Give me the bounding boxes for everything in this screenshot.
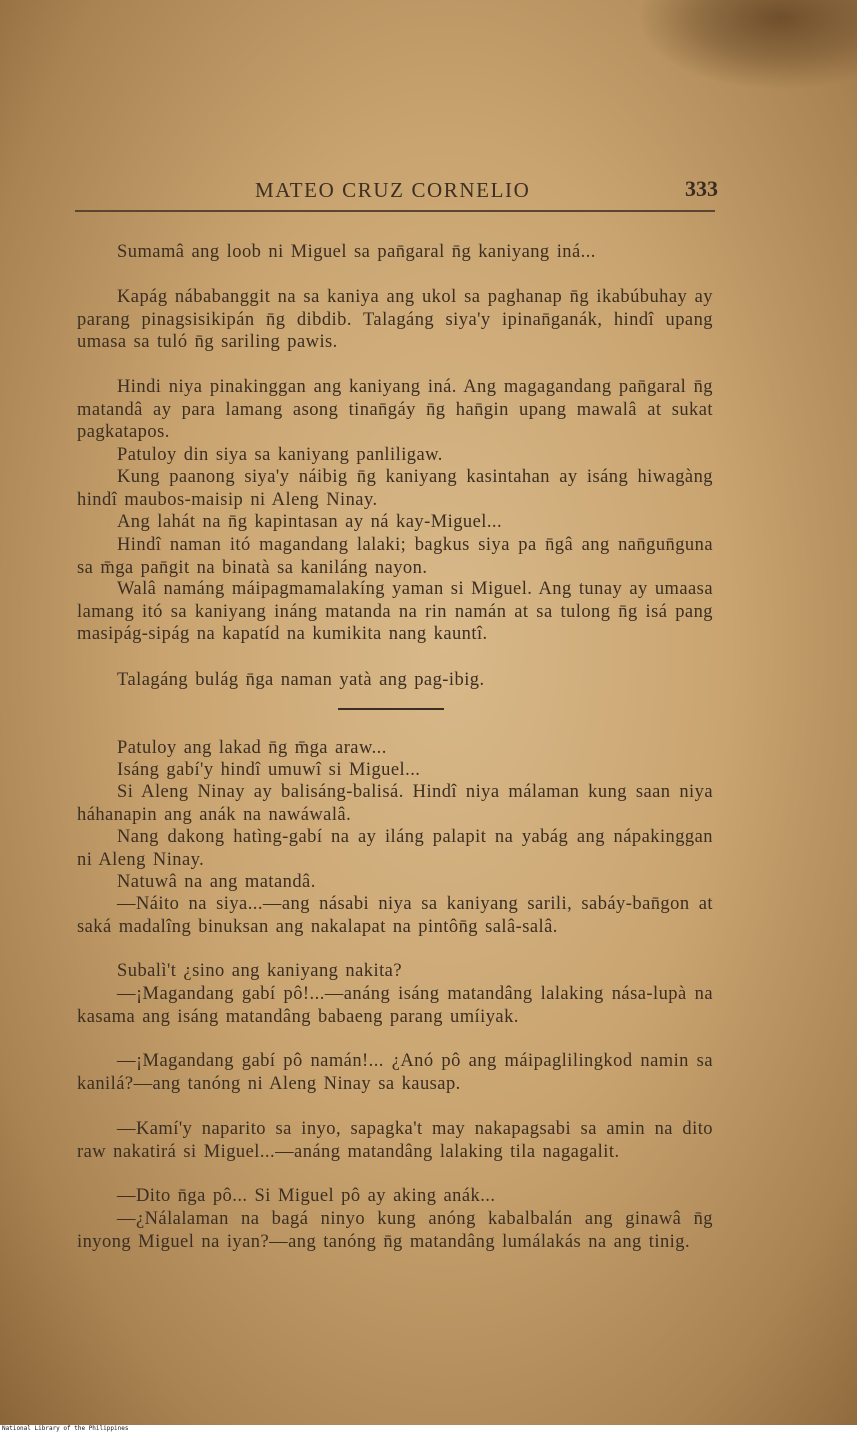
paragraph: Kapág nábabanggit na sa kaniya ang ukol sa paghanap n̄g ikabúbuhay ay parang pinagsisikipán n̄g dibdib. Talagáng siya'y ipinan̄ganák, hindî upang umasa sa tuló n̄g sariling pawis. [77, 287, 713, 352]
paragraph: —¿Nálalaman na bagá ninyo kung anóng kabalbalán ang ginawâ n̄g inyong Miguel na iyan?—ang tanóng n̄g matandâng lumálakás na ang tinig. [77, 1209, 713, 1252]
paragraph: Sumamâ ang loob ni Miguel sa pan̄garal n̄g kaniyang iná... [117, 242, 596, 262]
paragraph: Kung paanong siya'y náibig n̄g kaniyang kasintahan ay isáng hiwagàng hindî maubos-maisip ni Aleng Ninay. [77, 467, 713, 510]
paragraph: Patuloy din siya sa kaniyang panliligaw. [117, 445, 443, 465]
paper-stain [637, 0, 857, 90]
paragraph: Walâ namáng máipagmamalakíng yaman si Miguel. Ang tunay ay umaasa lamang itó sa kaniyang ináng matanda na rin namán at sa tulong n̄g isá pang masipág-sipág na kapatíd na kumikita nang kauntî. [77, 579, 713, 644]
footer-credit: National Library of the Philippines [2, 1425, 129, 1432]
paragraph: Ang lahát na n̄g kapintasan ay ná kay-Miguel... [117, 512, 503, 532]
paragraph: Hindî naman itó magandang lalaki; bagkus siya pa n̄gâ ang nan̄gun̄guna sa m̄ga pan̄git na binatà sa kaniláng nayon. [77, 535, 713, 578]
page-number: 333 [685, 176, 718, 201]
paragraph: Subalì't ¿sino ang kaniyang nakita? [117, 961, 402, 981]
paragraph: —Náito na siya...—ang násabi niya sa kaniyang sarili, sabáy-ban̄gon at saká madalîng binuksan ang nakalapat na pintôn̄g salâ-salâ. [77, 894, 713, 937]
header-rule [75, 210, 715, 212]
paragraph: Talagáng bulág n̄ga naman yatà ang pag-ibig. [117, 670, 485, 690]
paragraph: Natuwâ na ang matandâ. [117, 872, 316, 892]
paragraph: Patuloy ang lakad n̄g m̄ga araw... [117, 738, 387, 758]
running-title: MATEO CRUZ CORNELIO [255, 178, 531, 202]
paragraph: Si Aleng Ninay ay balisáng-balisá. Hindî niya málaman kung saan niya háhanapin ang anák na nawáwalâ. [77, 782, 713, 825]
paragraph: —Dito n̄ga pô... Si Miguel pô ay aking anák... [117, 1186, 496, 1206]
footer-strip [0, 1425, 857, 1433]
page-header [75, 176, 720, 206]
paragraph: Isáng gabí'y hindî umuwî si Miguel... [117, 760, 421, 780]
paragraph: Nang dakong hatìng-gabí na ay iláng palapit na yabág ang nápakinggan ni Aleng Ninay. [77, 827, 713, 870]
paragraph: —¡Magandang gabí pô namán!... ¿Anó pô ang máipaglilingkod namin sa kanilá?—ang tanóng ni Aleng Ninay sa kausap. [77, 1051, 713, 1094]
paragraph: Hindi niya pinakinggan ang kaniyang iná. Ang magagandang pan̄garal n̄g matandâ ay para lamang asong tinan̄gáy n̄g han̄gin upang mawalâ at sukat pagkatapos. [77, 377, 713, 442]
section-divider [338, 708, 444, 710]
paragraph: —Kamí'y naparito sa inyo, sapagka't may nakapagsabi sa amin na dito raw nakatirá si Miguel...—anáng matandâng lalaking tila nagagalit. [77, 1119, 713, 1162]
paragraph: —¡Magandang gabí pô!...—anáng isáng matandâng lalaking nása-lupà na kasama ang isáng matandâng babaeng parang umíiyak. [77, 984, 713, 1027]
